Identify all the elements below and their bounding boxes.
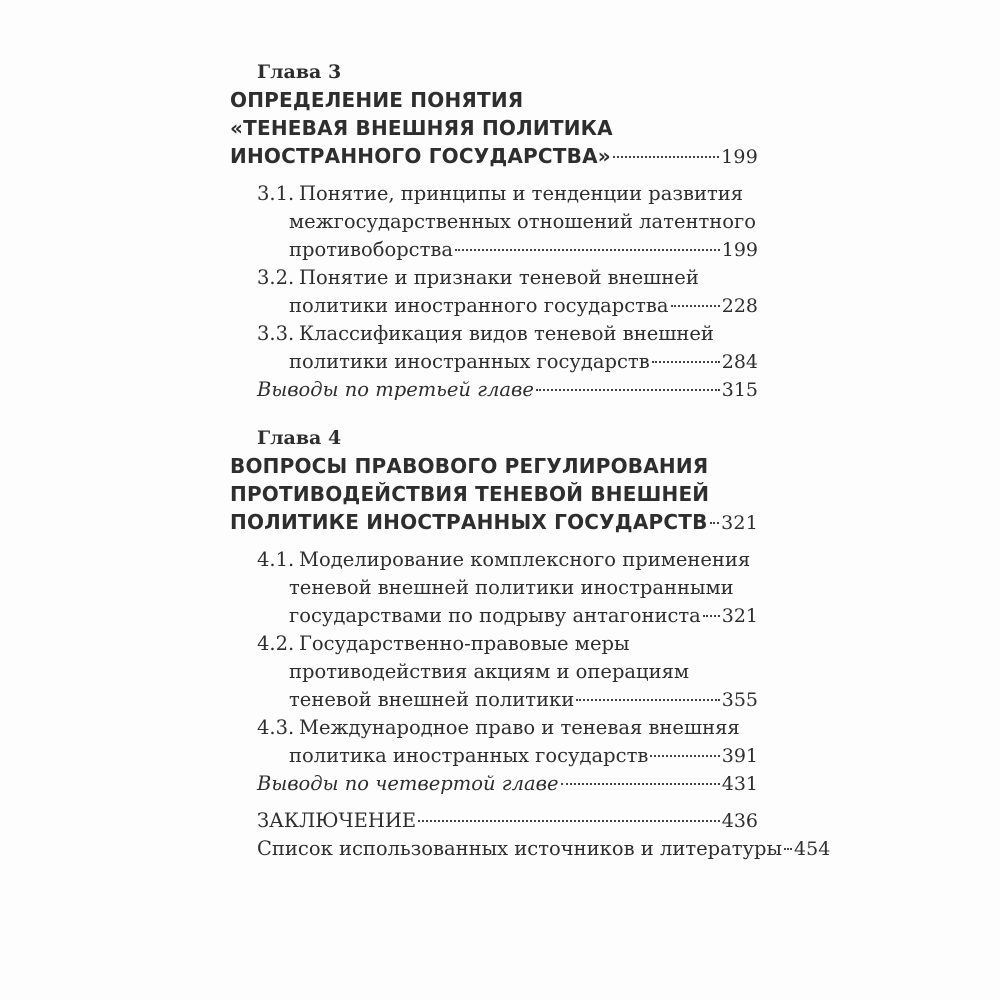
- section-entry: [230, 180, 758, 264]
- section-title-line: Понятие, принципы и тенденции развития: [299, 182, 744, 205]
- page-number: 454: [794, 838, 831, 860]
- section-entry: [230, 630, 758, 714]
- chapter-3: [230, 58, 758, 404]
- closing-entry: [230, 807, 758, 835]
- section-entry: [230, 320, 758, 376]
- section-number: 3.3.: [257, 322, 295, 345]
- section-title-line: теневой внешней политики: [289, 688, 575, 711]
- section-title-line: Понятие и признаки теневой внешней: [299, 266, 699, 289]
- section-entry: [230, 264, 758, 320]
- dot-leader: [576, 699, 719, 701]
- dot-leader: [784, 848, 792, 850]
- dot-leader: [710, 522, 720, 524]
- page-number: 355: [721, 689, 758, 711]
- dot-leader: [455, 249, 720, 251]
- section-title-line: противоборства: [289, 238, 453, 261]
- section-title-line: Международное право и теневая внешняя: [299, 716, 740, 739]
- section-title-line: Классификация видов теневой внешней: [299, 322, 714, 345]
- dot-leader: [703, 615, 720, 617]
- section-title-line: Моделирование комплексного применения: [299, 548, 751, 571]
- section-title-line: политики иностранных государств: [289, 350, 650, 373]
- dot-leader: [418, 820, 720, 822]
- dot-leader: [613, 156, 719, 158]
- page-number: 199: [721, 239, 758, 261]
- chapter-title-entry: [230, 142, 758, 171]
- page-number: 199: [721, 146, 758, 168]
- chapter-conclusion-entry: [230, 376, 758, 404]
- chapter-label: Глава 4: [257, 427, 342, 449]
- chapter-4: [230, 424, 758, 798]
- chapter-label: Глава 3: [257, 61, 342, 83]
- chapter-title-line: ОПРЕДЕЛЕНИЕ ПОНЯТИЯ: [230, 88, 524, 112]
- chapter-title-line: «ТЕНЕВАЯ ВНЕШНЯЯ ПОЛИТИКА: [230, 116, 613, 140]
- section-title-line: межгосударственных отношений латентного: [289, 210, 756, 233]
- section-number: 4.1.: [257, 548, 295, 571]
- chapter-title-line: ПОЛИТИКЕ ИНОСТРАННЫХ ГОСУДАРСТВ: [230, 510, 708, 534]
- section-title-line: Государственно-правовые меры: [299, 632, 630, 655]
- dot-leader: [536, 389, 720, 391]
- conclusion-title: Выводы по четвертой главе: [257, 772, 559, 795]
- section-title-line: государствами по подрыву антагониста: [289, 604, 701, 627]
- chapter-title-line: ПРОТИВОДЕЙСТВИЯ ТЕНЕВОЙ ВНЕШНЕЙ: [230, 482, 710, 506]
- section-number: 4.2.: [257, 632, 295, 655]
- closing-title: Список использованных источников и литературы: [257, 837, 783, 860]
- page-number: 228: [721, 295, 758, 317]
- chapter-conclusion-entry: [230, 770, 758, 798]
- section-title-line: политики иностранного государства: [289, 294, 669, 317]
- section-number: 4.3.: [257, 716, 295, 739]
- page-number: 284: [721, 351, 758, 373]
- page-number: 391: [721, 745, 758, 767]
- section-entry: [230, 714, 758, 770]
- closing-title: ЗАКЛЮЧЕНИЕ: [257, 809, 417, 832]
- dot-leader: [561, 783, 720, 785]
- section-title-line: теневой внешней политики иностранными: [289, 576, 734, 599]
- dot-leader: [671, 305, 720, 307]
- section-number: 3.2.: [257, 266, 295, 289]
- section-number: 3.1.: [257, 182, 295, 205]
- closing-entry: [230, 835, 831, 863]
- page-number: 315: [721, 379, 758, 401]
- section-entry: [230, 546, 758, 630]
- page-number: 436: [721, 810, 758, 832]
- page-number: 321: [721, 512, 758, 534]
- chapter-title-line: ВОПРОСЫ ПРАВОВОГО РЕГУЛИРОВАНИЯ: [230, 454, 709, 478]
- page-number: 431: [721, 773, 758, 795]
- conclusion-title: Выводы по третьей главе: [257, 378, 534, 401]
- dot-leader: [650, 755, 719, 757]
- page-number: 321: [721, 605, 758, 627]
- chapter-title-line: ИНОСТРАННОГО ГОСУДАРСТВА»: [230, 144, 611, 168]
- section-title-line: противодействия акциям и операциям: [289, 660, 690, 683]
- chapter-title-entry: [230, 508, 758, 537]
- dot-leader: [652, 361, 720, 363]
- section-title-line: политика иностранных государств: [289, 744, 649, 767]
- table-of-contents: [230, 58, 831, 863]
